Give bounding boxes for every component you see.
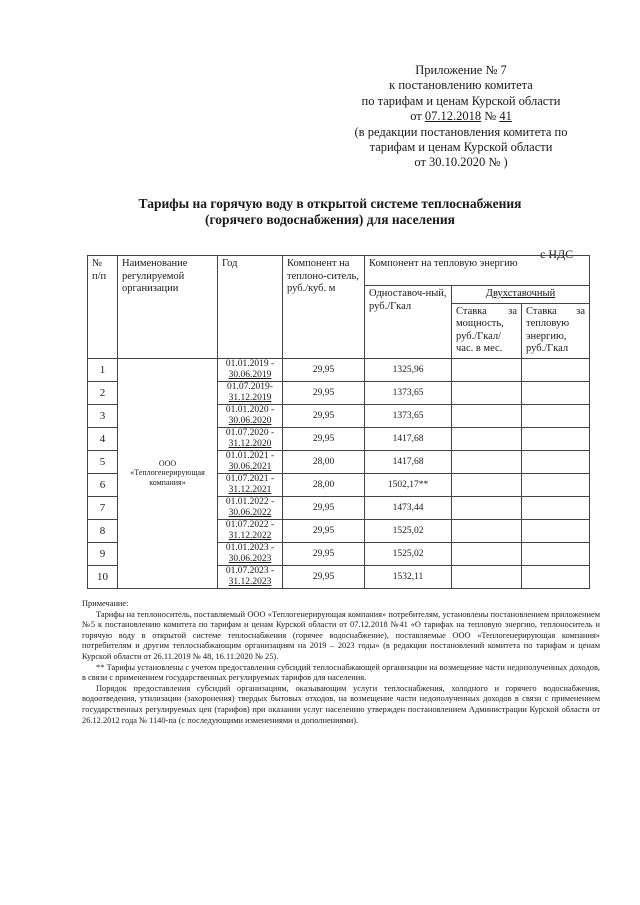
note-paragraph: Порядок предоставления субсидий организациям, оказывающим услуги теплоснабжения, холодного и горячего водоснабжения, водоотведения, утилизации (захоронения) твердых бытовых отходов, на возмещение части недополученных доходов в связи с применением государственных регулируемых цен (тарифов) при оказании услуг населению утвержден постановлением Администрации Курской области от 26.12.2012 года № 1140-па (с последующими изменениями и дополнениями). (82, 683, 600, 725)
table-row: 1 ООО «Теплогенерирующая компания» 01.01.2019 - 30.06.2019 29,95 1325,96 (88, 358, 590, 381)
period-cell: 01.01.2022 - 30.06.2022 (218, 496, 283, 519)
header-year: Год (218, 256, 283, 359)
organization-cell: ООО «Теплогенерирующая компания» (118, 358, 218, 588)
carrier-value: 29,95 (283, 404, 365, 427)
single-rate-value: 1373,65 (365, 404, 452, 427)
appendix-line: тарифам и ценам Курской области (369, 140, 553, 155)
appendix-date-line: от 07.12.2018 № 41 (410, 109, 512, 124)
carrier-value: 29,95 (283, 565, 365, 588)
appendix-header (330, 63, 592, 171)
carrier-value: 29,95 (283, 358, 365, 381)
capacity-rate-value (452, 542, 522, 565)
table-row: 4 01.07.2020 - 31.12.2020 29,95 1417,68 (88, 427, 590, 450)
capacity-rate-value (452, 565, 522, 588)
carrier-value: 28,00 (283, 473, 365, 496)
energy-rate-value (522, 542, 590, 565)
energy-rate-value (522, 519, 590, 542)
vat-note: с НДС (540, 247, 574, 261)
header-single-rate: Одноставоч-ный, руб./Гкал (365, 286, 452, 359)
header-energy: Компонент на тепловую энергию (365, 256, 590, 286)
energy-rate-value (522, 381, 590, 404)
capacity-rate-value (452, 473, 522, 496)
single-rate-value: 1417,68 (365, 427, 452, 450)
appendix-line: к постановлению комитета (389, 78, 533, 93)
header-two-rate: Двухставочный (452, 286, 590, 304)
capacity-rate-value (452, 450, 522, 473)
table-row: 3 01.01.2020 - 30.06.2020 29,95 1373,65 (88, 404, 590, 427)
header-capacity-rate: Ставка за мощность, руб./Гкал/час. в мес. (452, 303, 522, 358)
energy-rate-value (522, 427, 590, 450)
capacity-rate-value (452, 427, 522, 450)
period-cell: 01.01.2019 - 30.06.2019 (218, 358, 283, 381)
tariff-table (87, 255, 590, 589)
resolution-date: 07.12.2018 (424, 109, 482, 124)
period-cell: 01.07.2020 - 31.12.2020 (218, 427, 283, 450)
carrier-value: 29,95 (283, 519, 365, 542)
capacity-rate-value (452, 381, 522, 404)
period-cell: 01.07.2023 - 31.12.2023 (218, 565, 283, 588)
notes-section (82, 599, 600, 726)
period-cell: 01.07.2021 - 31.12.2021 (218, 473, 283, 496)
resolution-number: 41 (499, 109, 512, 124)
capacity-rate-value (452, 519, 522, 542)
period-cell: 01.01.2020 - 30.06.2020 (218, 404, 283, 427)
energy-rate-value (522, 358, 590, 381)
capacity-rate-value (452, 496, 522, 519)
single-rate-value: 1502,17** (365, 473, 452, 496)
carrier-value: 29,95 (283, 381, 365, 404)
notes-heading: Примечание: (82, 599, 129, 608)
appendix-number: Приложение № 7 (415, 63, 507, 77)
period-cell: 01.07.2022 - 31.12.2022 (218, 519, 283, 542)
table-row: 2 01.07.2019- 31.12.2019 29,95 1373,65 (88, 381, 590, 404)
footnote-double-asterisk: ** Тарифы установлены с учетом предоставления субсидий теплоснабжающей организации на возмещение части недополученных доходов, в связи с применением государственных регулируемых тарифов для населения. (82, 662, 600, 683)
carrier-value: 29,95 (283, 542, 365, 565)
energy-rate-value (522, 450, 590, 473)
header-carrier: Компонент на теплоно-ситель, руб./куб. м (283, 256, 365, 359)
appendix-line: от 30.10.2020 № ) (414, 155, 508, 170)
table-row: 9 01.01.2023 - 30.06.2023 29,95 1525,02 (88, 542, 590, 565)
appendix-line: по тарифам и ценам Курской области (361, 93, 561, 108)
energy-rate-value (522, 565, 590, 588)
table-row: 6 01.07.2021 - 31.12.2021 28,00 1502,17** (88, 473, 590, 496)
header-org: Наименование регулируемой организации (118, 256, 218, 359)
period-cell: 01.07.2019- 31.12.2019 (218, 381, 283, 404)
single-rate-value: 1373,65 (365, 381, 452, 404)
single-rate-value: 1417,68 (365, 450, 452, 473)
table-row: 5 01.01.2021 - 30.06.2021 28,00 1417,68 (88, 450, 590, 473)
single-rate-value: 1532,11 (365, 565, 452, 588)
carrier-value: 29,95 (283, 427, 365, 450)
single-rate-value: 1473,44 (365, 496, 452, 519)
single-rate-value: 1325,96 (365, 358, 452, 381)
capacity-rate-value (452, 404, 522, 427)
document-title: Тарифы на горячую воду в открытой системе теплоснабжения (горячего водоснабжения) для населения (138, 196, 522, 227)
energy-rate-value (522, 473, 590, 496)
single-rate-value: 1525,02 (365, 542, 452, 565)
carrier-value: 28,00 (283, 450, 365, 473)
period-cell: 01.01.2021 - 30.06.2021 (218, 450, 283, 473)
table-row: 8 01.07.2022 - 31.12.2022 29,95 1525,02 (88, 519, 590, 542)
carrier-value: 29,95 (283, 496, 365, 519)
note-paragraph: Тарифы на теплоноситель, поставляемый ООО «Теплогенерирующая компания» потребителям, установлены постановлением приложением №5 к постановлению комитета по тарифам и ценам Курской области от 07.12.2018 №41 «О тарифах на тепловую энергию, теплоноситель и горячую воду в открытой системе теплоснабжения (горячее водоснабжение), поставляемые ООО «Теплогенерирующая компания» потребителям и другим теплоснабжающим организациям на 2019 – 2023 годы» (в редакции постановлений комитета по тарифам и ценам Курской области от 26.11.2019 № 48, 16.11.2020 № 25). (82, 609, 600, 661)
capacity-rate-value (452, 358, 522, 381)
period-cell: 01.01.2023 - 30.06.2023 (218, 542, 283, 565)
energy-rate-value (522, 496, 590, 519)
table-row: 7 01.01.2022 - 30.06.2022 29,95 1473,44 (88, 496, 590, 519)
single-rate-value: 1525,02 (365, 519, 452, 542)
table-row: 10 01.07.2023 - 31.12.2023 29,95 1532,11 (88, 565, 590, 588)
appendix-line: (в редакции постановления комитета по (354, 124, 568, 139)
energy-rate-value (522, 404, 590, 427)
header-energy-rate: Ставка за тепловую энергию, руб./Гкал (522, 303, 590, 358)
header-num: № п/п (88, 256, 118, 359)
